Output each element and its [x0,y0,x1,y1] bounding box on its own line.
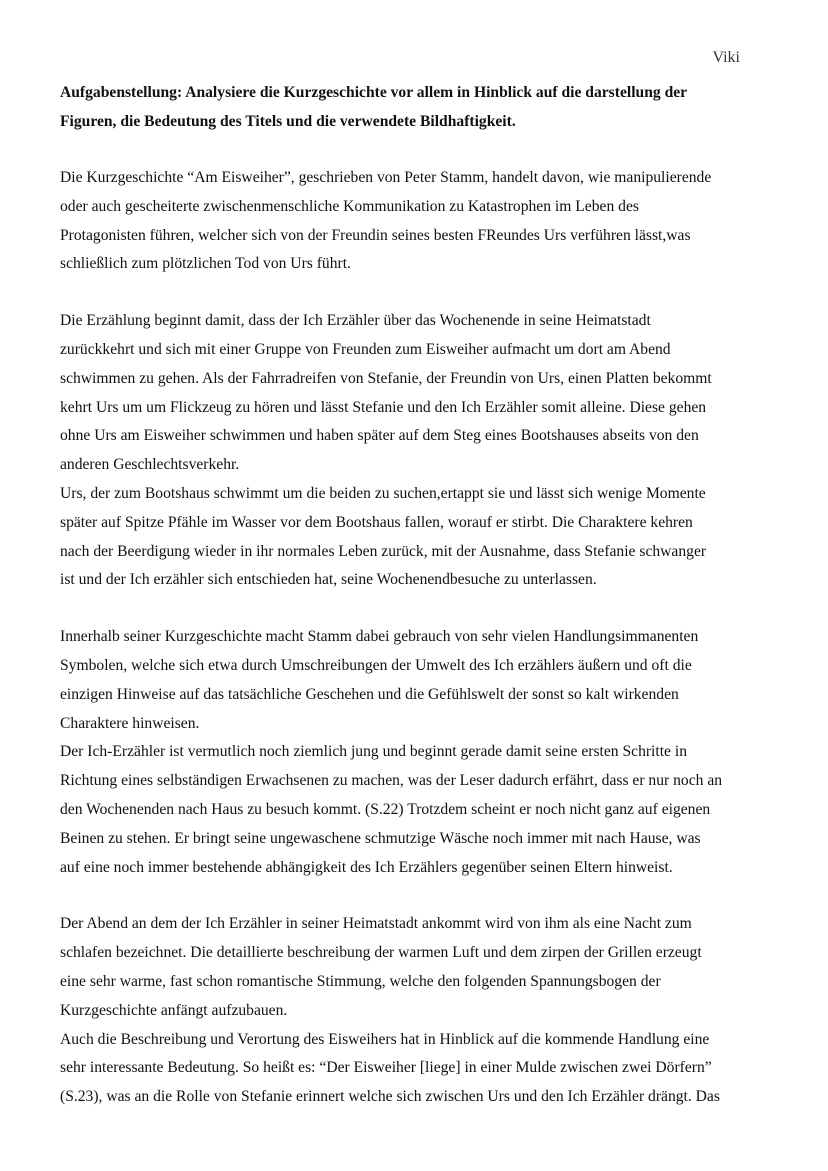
text-line: später auf Spitze Pfähle im Wasser vor dem Bootshaus fallen, worauf er stirbt. Die Charaktere kehren [60,513,693,531]
paragraph-summary [60,307,772,480]
text-line: einzigen Hinweise auf das tatsächliche Geschehen und die Gefühlswelt der sonst so kalt wirkenden [60,685,679,703]
task-heading [60,78,772,136]
text-line: eine sehr warme, fast schon romantische Stimmung, welche den folgenden Spannungsbogen der [60,972,661,990]
text-line: (S.23), was an die Rolle von Stefanie erinnert welche sich zwischen Urs und den Ich Erzähler drängt. Das [60,1088,720,1106]
text-line: Kurzgeschichte anfängt aufzubauen. [60,1001,288,1019]
text-line: oder auch gescheiterte zwischenmenschliche Kommunikation zu Katastrophen im Leben des [60,197,639,215]
text-line: Urs, der zum Bootshaus schwimmt um die beiden zu suchen,ertappt sie und lässt sich wenige Momente [60,484,706,502]
text-line: schließlich zum plötzlichen Tod von Urs führt. [60,255,351,273]
text-line: zurückkehrt und sich mit einer Gruppe von Freunden zum Eisweiher aufmacht um dort am Abend [60,340,671,358]
text-line: sehr interessante Bedeutung. So heißt es: “Der Eisweiher [liege] in einer Mulde zwischen zwei Dörfern” [60,1059,712,1077]
text-line: Richtung eines selbständigen Erwachsenen zu machen, was der Leser dadurch erfährt, dass er nur noch an [60,772,723,790]
paragraph-symbols [60,623,772,738]
paragraph-intro [60,164,772,279]
text-line: schwimmen zu gehen. Als der Fahrradreifen von Stefanie, der Freundin von Urs, einen Platten bekommt [60,369,712,387]
text-line: Auch die Beschreibung und Verortung des Eisweihers hat in Hinblick auf die kommende Handlung eine [60,1030,710,1048]
paragraph-evening [60,910,772,1025]
task-line: Figuren, die Bedeutung des Titels und die verwendete Bildhaftigkeit. [60,113,516,130]
paragraph-summary-continued [60,480,772,595]
text-line: Beinen zu stehen. Er bringt seine ungewaschene schmutzige Wäsche noch immer mit nach Hause, was [60,829,701,847]
text-line: Innerhalb seiner Kurzgeschichte macht Stamm dabei gebrauch von sehr vielen Handlungsimmanenten [60,628,699,646]
document-body [60,78,772,1112]
text-line: Die Kurzgeschichte “Am Eisweiher”, geschrieben von Peter Stamm, handelt davon, wie manipulierende [60,169,712,186]
text-line: auf eine noch immer bestehende abhängigkeit des Ich Erzählers gegenüber seinen Eltern hinweist. [60,858,673,876]
paragraph-narrator [60,738,772,882]
text-line: Charaktere hinweisen. [60,714,200,732]
paragraph-eisweiher [60,1026,772,1112]
task-line: Aufgabenstellung: Analysiere die Kurzgeschichte vor allem in Hinblick auf die darstellung der [60,84,688,101]
text-line: ohne Urs am Eisweiher schwimmen und haben später auf dem Steg eines Bootshauses abseits von den [60,427,699,445]
text-line: den Wochenenden nach Haus zu besuch kommt. (S.22) Trotzdem scheint er noch nicht ganz auf eigenen [60,800,711,818]
text-line: nach der Beerdigung wieder in ihr normales Leben zurück, mit der Ausnahme, dass Stefanie schwanger [60,542,707,560]
text-line: ist und der Ich erzähler sich entschieden hat, seine Wochenendbesuche zu unterlassen. [60,571,597,589]
text-line: Protagonisten führen, welcher sich von der Freundin seines besten FReundes Urs verführen lässt,was [60,226,691,244]
author-name: Viki [712,49,740,66]
text-line: Symbolen, welche sich etwa durch Umschreibungen der Umwelt des Ich erzählers äußern und oft die [60,656,692,674]
text-line: kehrt Urs um um Flickzeug zu hören und lässt Stefanie und den Ich Erzähler somit alleine. Diese gehen [60,398,707,416]
text-line: anderen Geschlechtsverkehr. [60,456,240,474]
text-line: Der Abend an dem der Ich Erzähler in seiner Heimatstadt ankommt wird von ihm als eine Nacht zum [60,915,692,933]
text-line: schlafen bezeichnet. Die detaillierte beschreibung der warmen Luft und dem zirpen der Grillen erzeugt [60,944,702,962]
text-line: Die Erzählung beginnt damit, dass der Ich Erzähler über das Wochenende in seine Heimatstadt [60,312,651,330]
text-line: Der Ich-Erzähler ist vermutlich noch ziemlich jung und beginnt gerade damit seine ersten Schritte in [60,743,688,761]
